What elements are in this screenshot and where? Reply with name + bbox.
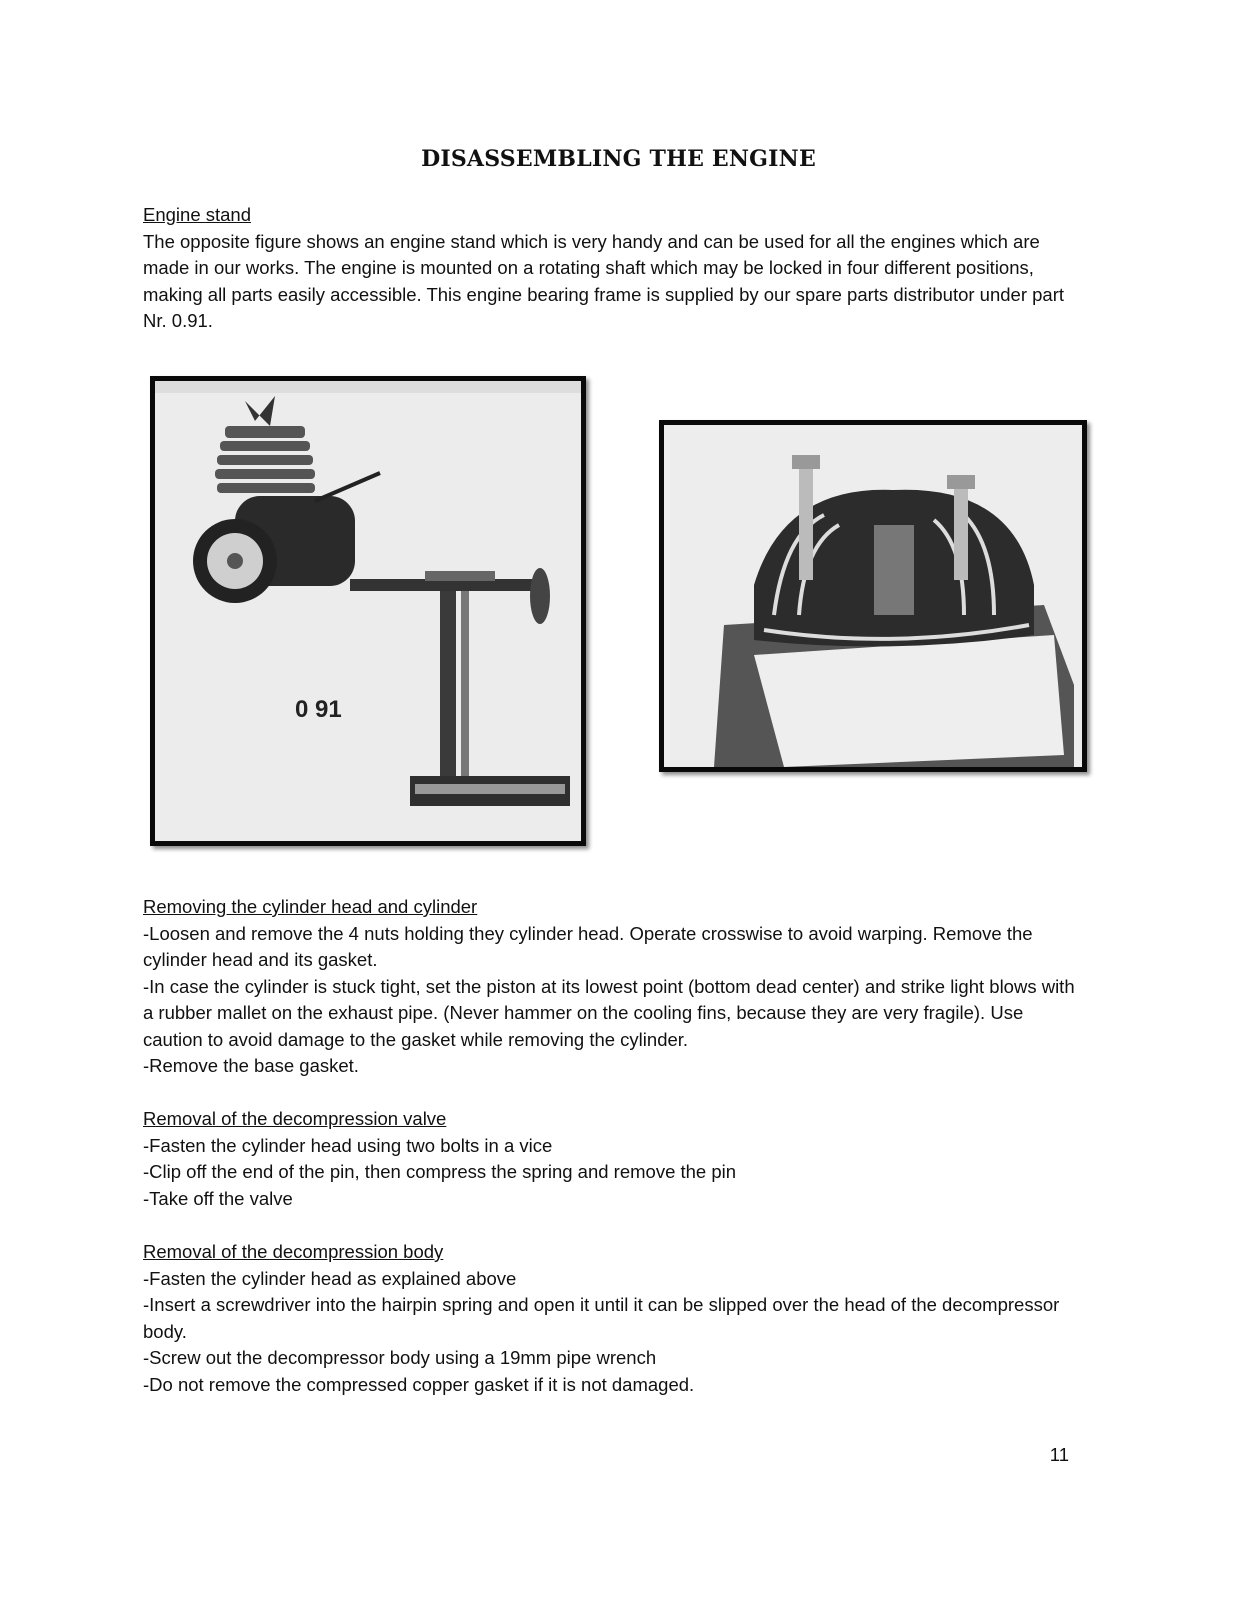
cylinder-head-photo xyxy=(659,420,1087,772)
page-number: 11 xyxy=(1049,1444,1069,1465)
section-removing-cylinder xyxy=(143,894,1083,1080)
paragraph: -Screw out the decompressor body using a 19mm pipe wrench xyxy=(143,1347,657,1368)
paragraph: -Fasten the cylinder head using two bolts in a vice xyxy=(143,1134,553,1156)
part-number-label: 0 91 xyxy=(295,696,342,723)
section-decompression-valve xyxy=(143,1106,1083,1212)
paragraph: -Fasten the cylinder head as explained above xyxy=(143,1267,517,1289)
section-engine-stand xyxy=(143,202,1083,335)
page-title: DISASSEMBLING THE ENGINE xyxy=(421,146,816,172)
paragraph: -Take off the valve xyxy=(143,1187,293,1209)
paragraph: -Do not remove the compressed copper gasket if it is not damaged. xyxy=(143,1373,695,1395)
section-heading: Removal of the decompression valve xyxy=(143,1108,447,1129)
paragraph: -In case the cylinder is stuck tight, set the piston at its lowest point (bottom dead center) and strike light blows with a rubber mallet on the exhaust pipe. (Never hammer on the cooling fins, because they are very fragile). Use caution to avoid damage to the gasket while removing the cylinder. xyxy=(143,975,1075,1050)
paragraph: -Remove the base gasket. xyxy=(143,1055,359,1076)
paragraph: -Loosen and remove the 4 nuts holding they cylinder head. Operate crosswise to avoid warping. Remove the cylinder head and its gasket. xyxy=(143,922,1033,970)
section-heading: Removing the cylinder head and cylinder xyxy=(143,896,478,917)
paragraph: -Clip off the end of the pin, then compress the spring and remove the pin xyxy=(143,1161,737,1182)
section-decompression-body xyxy=(143,1239,1083,1398)
section-heading: Engine stand xyxy=(143,204,252,225)
section-heading: Removal of the decompression body xyxy=(143,1241,444,1262)
paragraph: The opposite figure shows an engine stand which is very handy and can be used for all the engines which are made in our works. The engine is mounted on a rotating shaft which may be locked in four different positions, making all parts easily accessible. This engine bearing frame is supplied by our spare parts distributor under part Nr. 0.91. xyxy=(143,230,1065,331)
engine-stand-photo xyxy=(150,376,586,846)
paragraph: -Insert a screwdriver into the hairpin spring and open it until it can be slipped over the head of the decompressor body. xyxy=(143,1294,1060,1342)
